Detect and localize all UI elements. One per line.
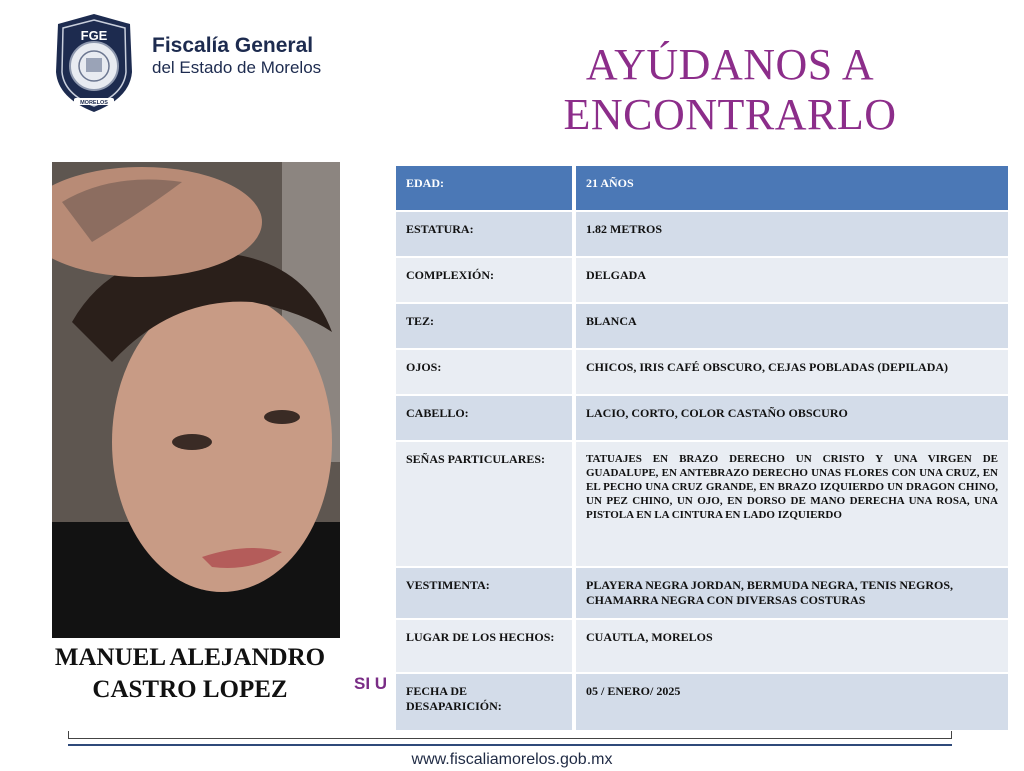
detail-value: 21 AÑOS [576,166,1008,210]
detail-label: OJOS: [396,350,572,394]
footer-url: www.fiscaliamorelos.gob.mx [411,751,613,768]
fge-logo [52,12,352,116]
detail-value: PLAYERA NEGRA JORDAN, BERMUDA NEGRA, TENIS NEGROS, CHAMARRA NEGRA CON DIVERSAS COSTURAS [576,568,1008,618]
detail-value: CUAUTLA, MORELOS [576,620,1008,672]
badge-bottom-text: MORELOS [80,100,108,106]
details-table [392,164,1012,732]
footer-divider-line [68,744,952,746]
detail-label: CABELLO: [396,396,572,440]
detail-label: VESTIMENTA: [396,568,572,618]
detail-value: TATUAJES EN BRAZO DERECHO UN CRISTO Y UNA VIRGEN DE GUADALUPE, EN ANTEBRAZO DERECHO UNAS FLORES CON UNA CRUZ, EN EL PECHO UNA CRUZ GRANDE, EN BRAZO IZQUIERDO UN DRAGON CHINO, UN PEZ CHINO, UN OJO, EN DORSO DE MANO DERECHA UNA ROSA, UNA PISTOLA EN LA CINTURA EN LADO IZQUIERDO [576,442,1008,566]
table-row [396,620,1008,672]
partial-contact-text: SI U [354,674,388,693]
person-name-line-2: CASTRO LOPEZ [92,676,288,703]
title-line-2: ENCONTRARLO [563,90,897,139]
table-row [396,212,1008,256]
detail-value: DELGADA [576,258,1008,302]
person-full-name [30,642,350,706]
table-row [396,568,1008,618]
detail-value: BLANCA [576,304,1008,348]
title-line-1: AYÚDANOS A [585,40,875,89]
org-line-1: Fiscalía General [152,34,314,57]
table-row [396,396,1008,440]
table-row [396,674,1008,730]
organization-name [152,34,321,78]
detail-label: TEZ: [396,304,572,348]
detail-label: COMPLEXIÓN: [396,258,572,302]
badge-top-text: FGE [80,28,108,43]
detail-label: FECHA DE DESAPARICIÓN: [396,674,572,730]
detail-value: CHICOS, IRIS CAFÉ OBSCURO, CEJAS POBLADAS (DEPILADA) [576,350,1008,394]
missing-person-photo [52,162,340,638]
detail-value: 05 / ENERO/ 2025 [576,674,1008,730]
table-row [396,442,1008,566]
fge-badge-icon [52,12,136,114]
table-row [396,350,1008,394]
detail-label: EDAD: [396,166,572,210]
table-row [396,258,1008,302]
person-name-line-1: MANUEL ALEJANDRO [54,644,326,671]
detail-label: LUGAR DE LOS HECHOS: [396,620,572,672]
detail-value: LACIO, CORTO, COLOR CASTAÑO OBSCURO [576,396,1008,440]
detail-value: 1.82 METROS [576,212,1008,256]
detail-label: SEÑAS PARTICULARES: [396,442,572,566]
detail-label: ESTATURA: [396,212,572,256]
table-row [396,304,1008,348]
table-row [396,166,1008,210]
footer-divider-box [68,731,952,739]
page-title [470,40,990,140]
org-line-2: del Estado de Morelos [152,58,322,77]
